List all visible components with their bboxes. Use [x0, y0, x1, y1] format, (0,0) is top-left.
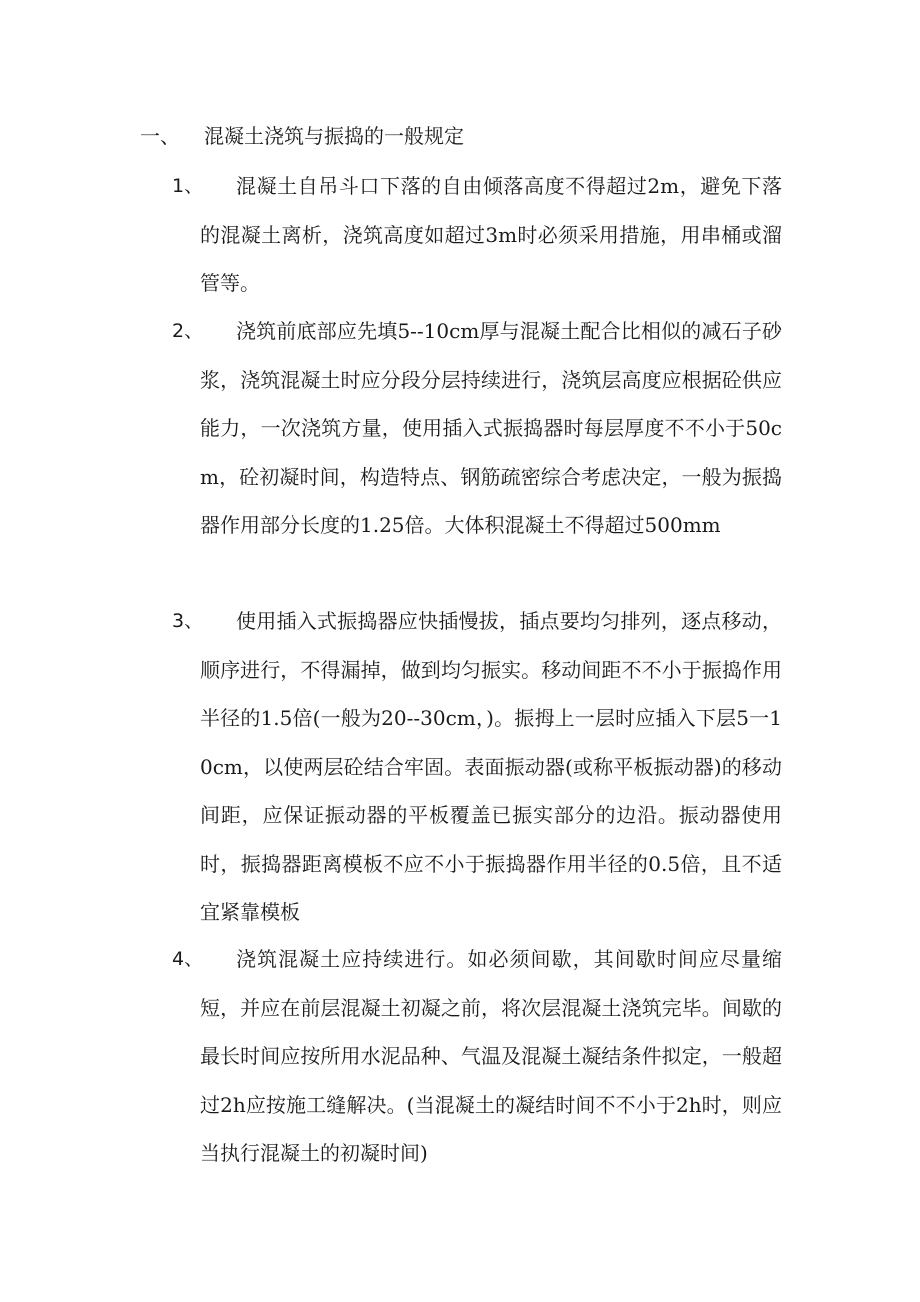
section-title: 混凝土浇筑与振捣的一般规定: [204, 124, 464, 148]
section-number: 一、: [140, 124, 180, 148]
list-item-3: [172, 597, 792, 937]
list-item-1: [172, 162, 792, 308]
list-item-text: 浇筑前底部应先填5--10cm厚与混凝土配合比相似的减石子砂浆，浇筑混凝土时应分段分层持续进行，浇筑层高度应根据砼供应能力，一次浇筑方量，使用插入式振捣器时每层厚度不不小于50cm，砼初凝时间，构造特点、钢筋疏密综合考虑决定，一般为振捣器作用部分长度的1.25倍。大体积混凝土不得超过500mm: [200, 319, 782, 537]
list-item-number: 3、: [172, 610, 204, 632]
list-item-text: 浇筑混凝土应持续进行。如必须间歇，其间歇时间应尽量缩短，并应在前层混凝土初凝之前，将次层混凝土浇筑完毕。间歇的最长时间应按所用水泥品种、气温及混凝土凝结条件拟定，一般超过2h应按施工缝解决。(当混凝土的凝结时间不不小于2h时，则应当执行混凝土的初凝时间): [200, 947, 782, 1165]
list-item-2: [172, 307, 792, 550]
list-item-number: 1、: [172, 175, 204, 197]
list-item-text: 混凝土自吊斗口下落的自由倾落高度不得超过2m，避免下落的混凝土离析，浇筑高度如超过3m时必须采用措施，用串桶或溜管等。: [200, 174, 782, 295]
list-item-4: [172, 935, 792, 1178]
list-item-number: 4、: [172, 948, 204, 970]
list-item-number: 2、: [172, 320, 204, 342]
section-heading: [140, 118, 464, 154]
list-item-text: 使用插入式振捣器应快插慢拔，插点要均匀排列，逐点移动，顺序进行，不得漏掉，做到均匀振实。移动间距不不小于振捣作用半径的1.5倍(一般为20--30cm，)。振拇上一层时应插入下层5一10cm，以使两层砼结合牢固。表面振动器(或称平板振动器)的移动间距，应保证振动器的平板覆盖已振实部分的边沿。振动器使用时，振捣器距离模板不应不小于振捣器作用半径的0.5倍，且不适宜紧靠模板: [200, 609, 782, 924]
